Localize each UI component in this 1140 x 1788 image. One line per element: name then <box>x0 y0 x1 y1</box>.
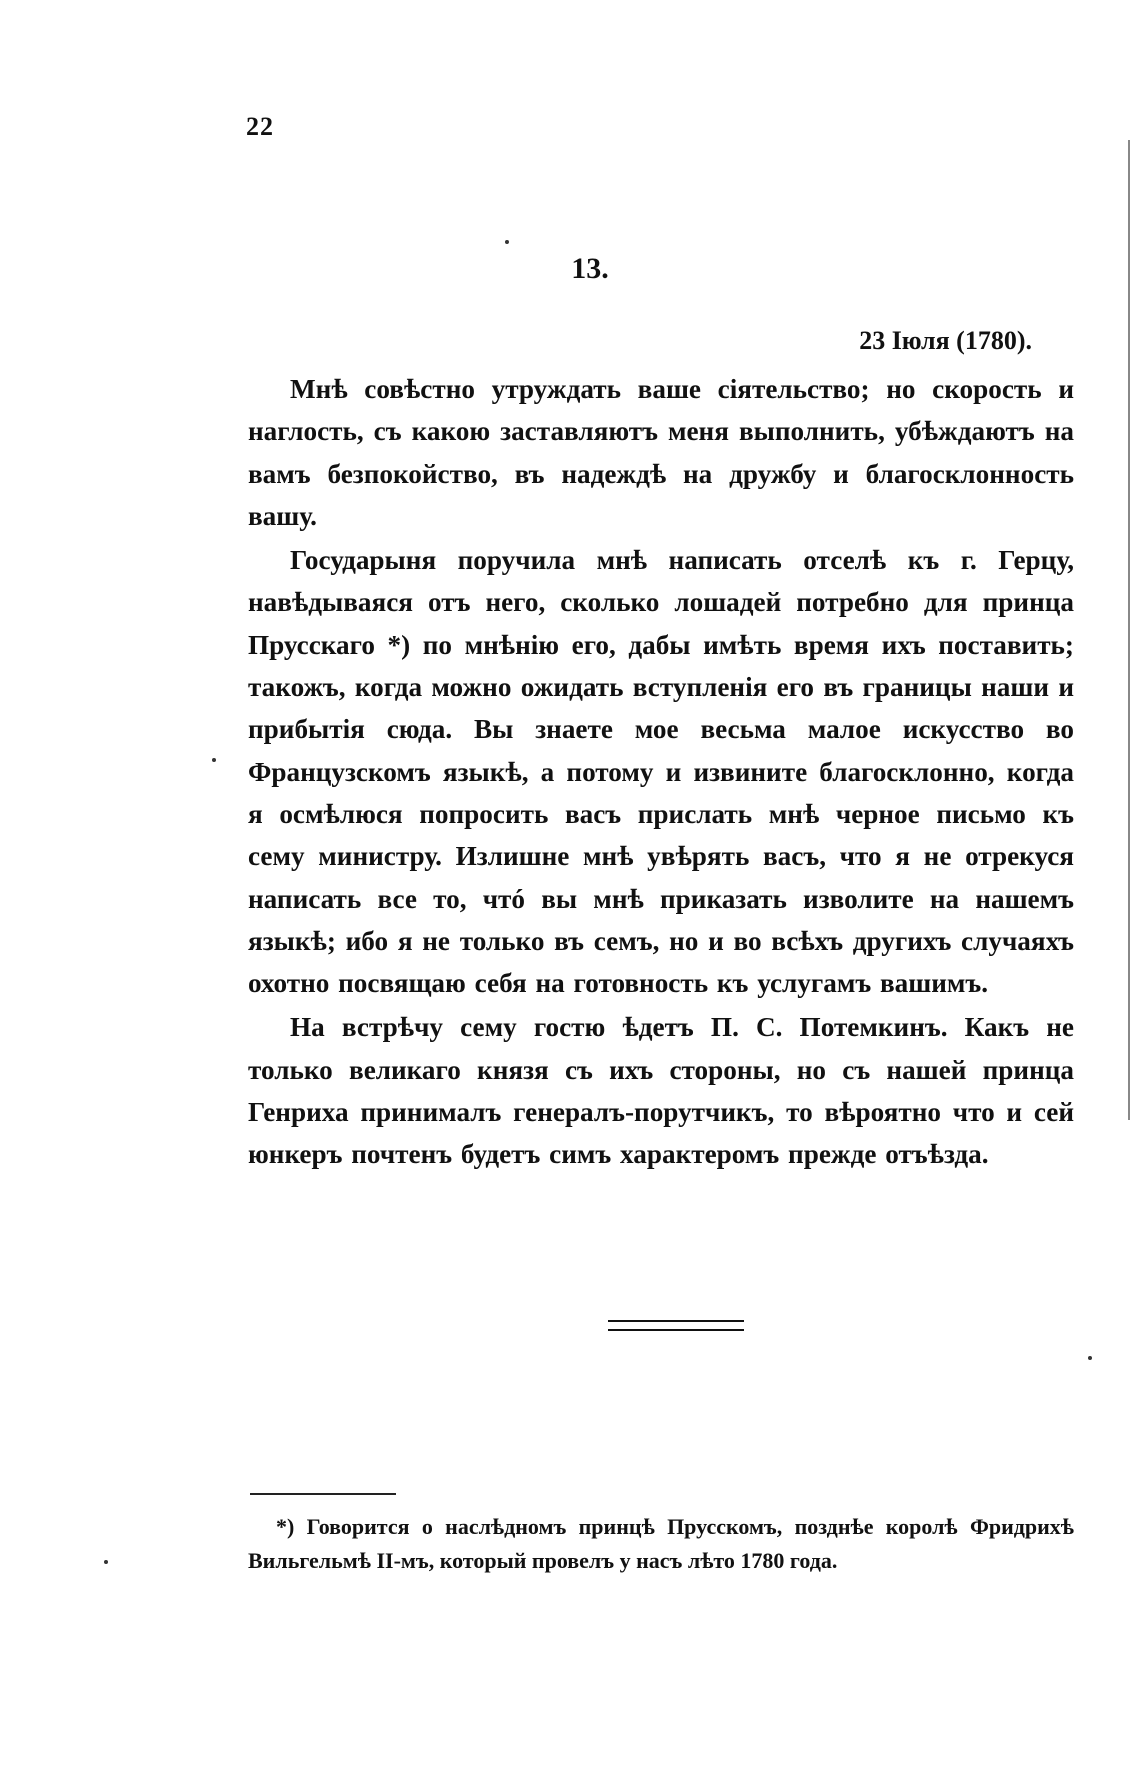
paragraph: На встрѣчу сему гостю ѣдетъ П. С. Потемкинъ. Какъ не только великаго князя съ ихъ стороны, но съ нашей принца Генриха принималъ генералъ-порутчикъ, то вѣроятно что и сей юнкеръ почтенъ будетъ симъ характеромъ прежде отъѣзда. <box>248 1012 1074 1170</box>
page-number: 22 <box>246 112 274 141</box>
scan-speck <box>104 1560 108 1564</box>
scan-speck <box>1088 1356 1092 1360</box>
scan-speck <box>505 240 509 244</box>
paragraph: Государыня поручила мнѣ написать отселѣ къ г. Герцу, навѣдываяся отъ него, сколько лошадей потребно для принца Прусскаго *) по мнѣнію его, дабы имѣть время ихъ поставить; такожъ, когда можно ожидать вступленія его въ границы наши и прибытія сюда. Вы знаете мое весьма малое искусство во Французскомъ языкѣ, а потому и извините благосклонно, когда я осмѣлюся попросить васъ прислать мнѣ черное письмо къ сему министру. Излишне мнѣ увѣрять васъ, что я не отрекуся написать все то, чтó вы мнѣ приказать изволите на нашемъ языкѣ; ибо я не только въ семъ, но и во всѣхъ другихъ случаяхъ охотно посвящаю себя на готовность къ услугамъ вашимъ. <box>248 545 1074 999</box>
paragraph: Мнѣ совѣстно утруждать ваше сіятельство; но скорость и наглость, съ какою заставляютъ меня выполнить, убѣждаютъ на вамъ безпокойство, въ надеждѣ на дружбу и благосклонность вашу. <box>248 374 1074 531</box>
letter-body <box>248 368 1074 1176</box>
scan-speck <box>212 758 216 762</box>
end-double-rule <box>608 1320 744 1331</box>
letter-date: 23 Іюля (1780). <box>859 326 1032 355</box>
footnote <box>248 1510 1074 1578</box>
footnote-text: *) Говорится о наслѣдномъ принцѣ Прусскомъ, позднѣе королѣ Фридрихѣ Вильгельмѣ II-мъ, который провелъ у насъ лѣто 1780 года. <box>248 1514 1074 1573</box>
footnote-divider <box>250 1493 396 1495</box>
letter-number: 13. <box>571 252 609 285</box>
scan-edge-line <box>1128 140 1130 1120</box>
